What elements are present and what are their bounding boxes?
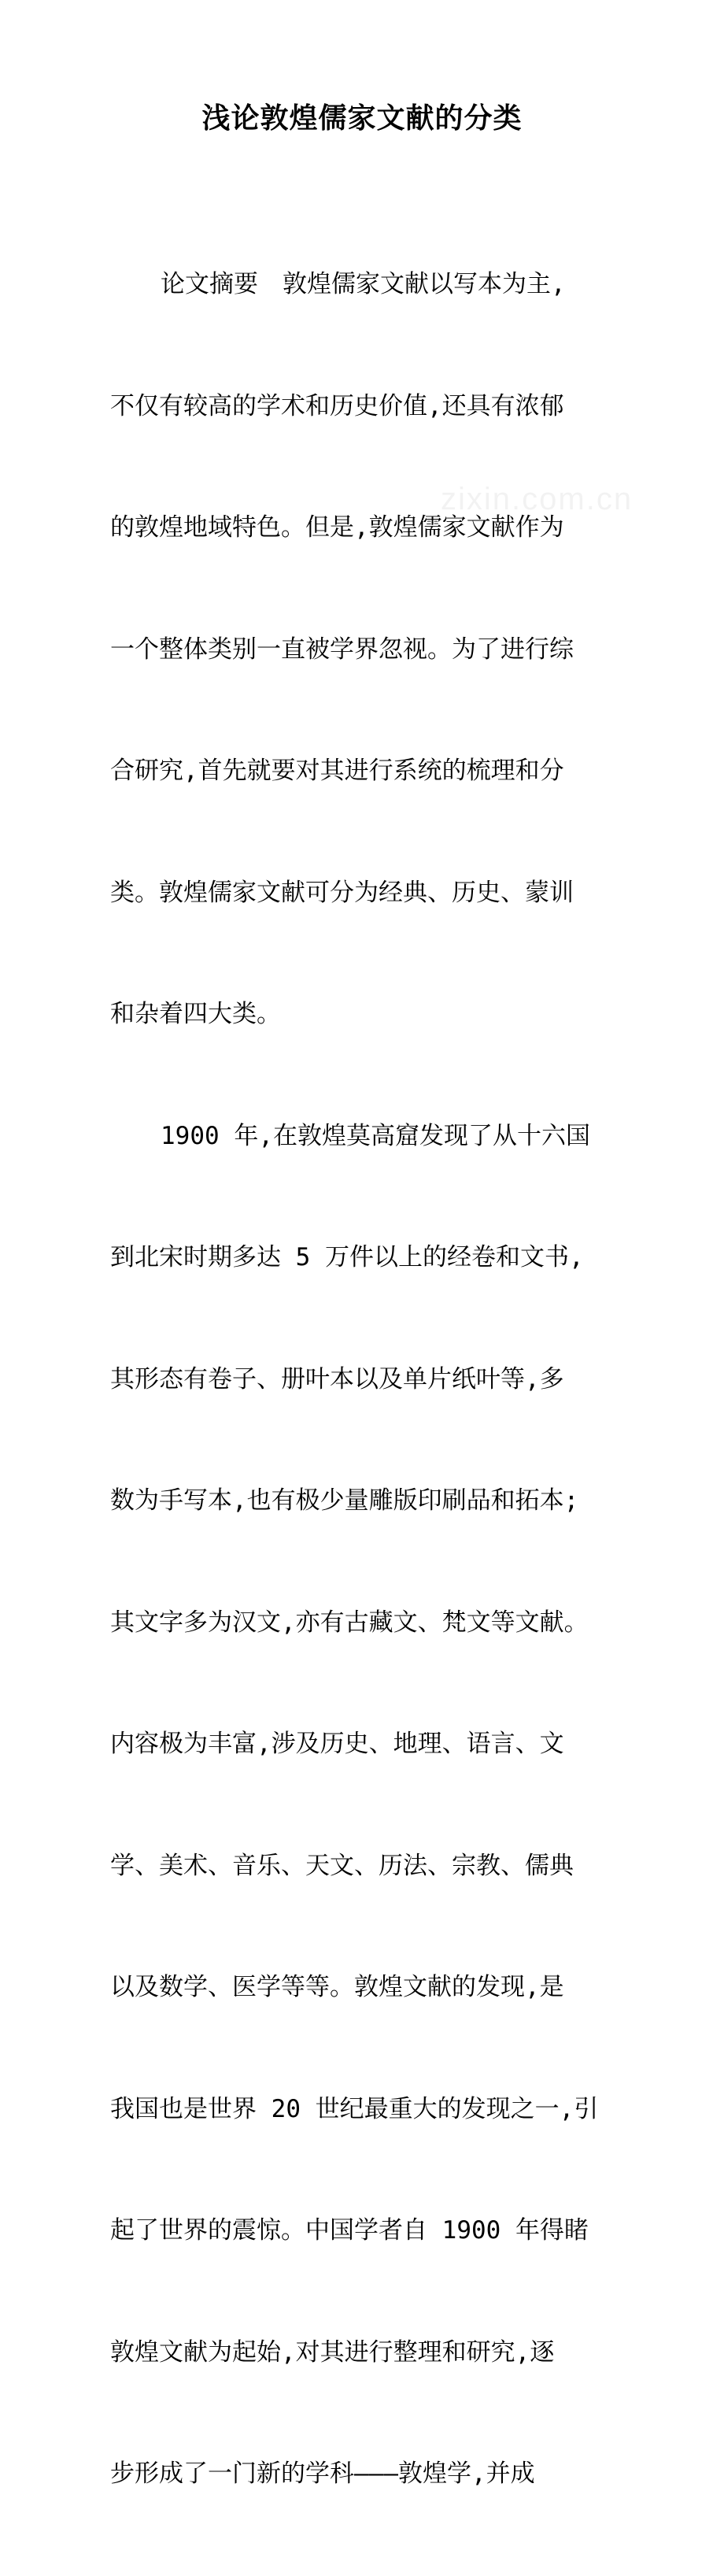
- paragraph-abstract-line: 合研究,首先就要对其进行系统的梳理和分: [110, 757, 564, 785]
- paragraph-body-line: 数为手写本,也有极少量雕版印刷品和拓本;: [110, 1486, 579, 1515]
- paragraph-body-line: 到北宋时期多达 5 万件以上的经卷和文书,: [110, 1243, 584, 1271]
- paragraph-body-line: 内容极为丰富,涉及历史、地理、语言、文: [110, 1730, 564, 1758]
- paragraph-abstract-line: 一个整体类别一直被学界忽视。为了进行综: [110, 635, 574, 664]
- paragraph-body-line: 学、美术、音乐、天文、历法、宗教、儒典: [110, 1851, 574, 1880]
- watermark: zixin.com.cn: [441, 482, 634, 516]
- paragraph-body-line: 我国也是世界 20 世纪最重大的发现之一,引: [110, 2094, 599, 2123]
- paragraph-body-line: 以及数学、医学等等。敦煌文献的发现,是: [110, 1973, 564, 2001]
- paragraph-abstract-line: 论文摘要 敦煌儒家文献以写本为主,: [161, 270, 566, 298]
- document-body: [110, 183, 598, 2576]
- paragraph-abstract-line: 类。敦煌儒家文献可分为经典、历史、蒙训: [110, 878, 574, 907]
- document-title: 浅论敦煌儒家文献的分类: [201, 102, 523, 135]
- paragraph-body-line: 起了世界的震惊。中国学者自 1900 年得睹: [110, 2216, 589, 2245]
- paragraph-body-line: 其文字多为汉文,亦有古藏文、梵文等文献。: [110, 1608, 589, 1637]
- paragraph-body-line: 1900 年,在敦煌莫高窟发现了从十六国: [161, 1121, 590, 1150]
- paragraph-abstract-line: 的敦煌地域特色。但是,敦煌儒家文献作为: [110, 513, 564, 542]
- paragraph-abstract-line: 不仅有较高的学术和历史价值,还具有浓郁: [110, 391, 564, 420]
- paragraph-body-line: 其形态有卷子、册叶本以及单片纸叶等,多: [110, 1364, 564, 1393]
- paragraph-abstract-line: 和杂着四大类。: [110, 1000, 281, 1028]
- paragraph-body-line: 敦煌文献为起始,对其进行整理和研究,逐: [110, 2337, 555, 2367]
- paragraph-body-line: 步形成了一门新的学科———敦煌学,并成: [110, 2459, 535, 2488]
